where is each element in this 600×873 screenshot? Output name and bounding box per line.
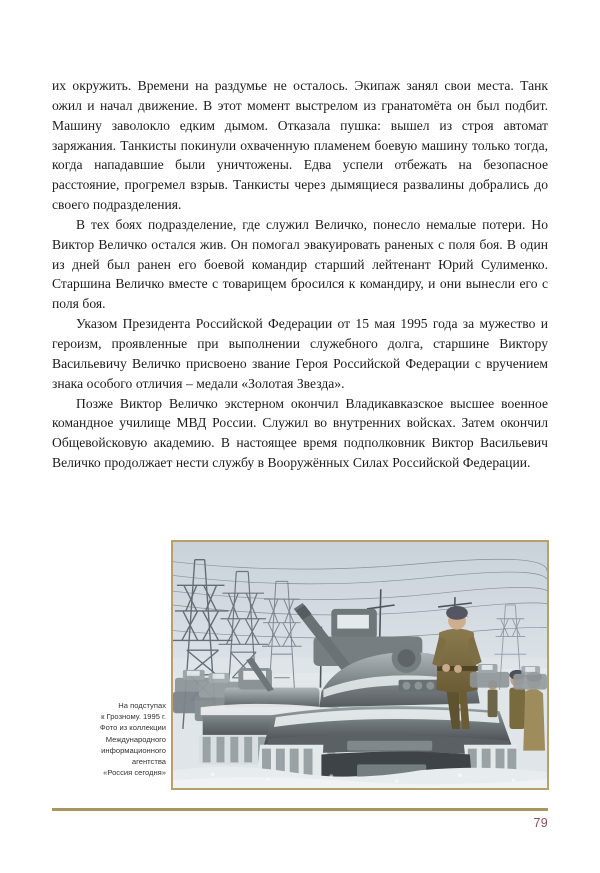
body-text-column <box>52 76 548 473</box>
paragraph: В тех боях подразделение, где служил Величко, понесло немалые потери. Но Виктор Величко остался жив. Он помогал эвакуировать раненых с поля боя. В один из дней был ранен его боевой командир старший лейтенант Юрий Сулименко. Старшина Величко вместе с товарищем бросился к командиру, и они вынесли его с поля боя. <box>52 216 548 312</box>
photograph <box>173 542 547 788</box>
footer-rule <box>52 808 548 811</box>
caption-line: «Россия сегодня» <box>103 768 166 778</box>
paragraph: их окружить. Времени на раздумье не осталось. Экипаж занял свои места. Танк ожил и начал движение. В этот момент выстрелом из гранатомёта он был подбит. Машину заволокло едким дымом. Отказала пушка: вышел из строя автомат заряжания. Танкисты покинули охваченную пламенем боевую машину только тогда, когда нападавшие были уничтожены. Едва успели отбежать на безопасное расстояние, прогремел взрыв. Танкисты через дымящиеся развалины добрались до своего подразделения. <box>52 78 548 213</box>
figure <box>0 537 600 797</box>
paragraph: Позже Виктор Величко экстерном окончил Владикавказское высшее военное командное училище МВД России. Служил во внутренних войсках. Затем окончил Общевойсковую академию. В настоящее время подполковник Виктор Васильевич Величко продолжает нести службу в Вооружённых Силах Российской Федерации. <box>52 395 548 471</box>
page-number: 79 <box>533 816 548 830</box>
photograph-image <box>173 542 547 788</box>
caption-line: агентства <box>131 757 166 767</box>
caption-line: Международного <box>105 734 166 744</box>
paragraph: Указом Президента Российской Федерации от 15 мая 1995 года за мужество и героизм, проявленные при выполнении служебного долга, старшине Виктору Васильевичу Величко присвоено звание Героя Российской Федерации с вручением знака особого отличия – медали «Золотая Звезда». <box>52 316 548 391</box>
caption-line: информационного <box>101 745 166 755</box>
caption-line: Фото из коллекции <box>99 723 166 733</box>
photograph-frame <box>171 540 549 790</box>
caption-line: На подступах <box>118 701 166 710</box>
caption-line: к Грозному. 1995 г. <box>101 712 166 722</box>
figure-caption <box>66 700 166 778</box>
